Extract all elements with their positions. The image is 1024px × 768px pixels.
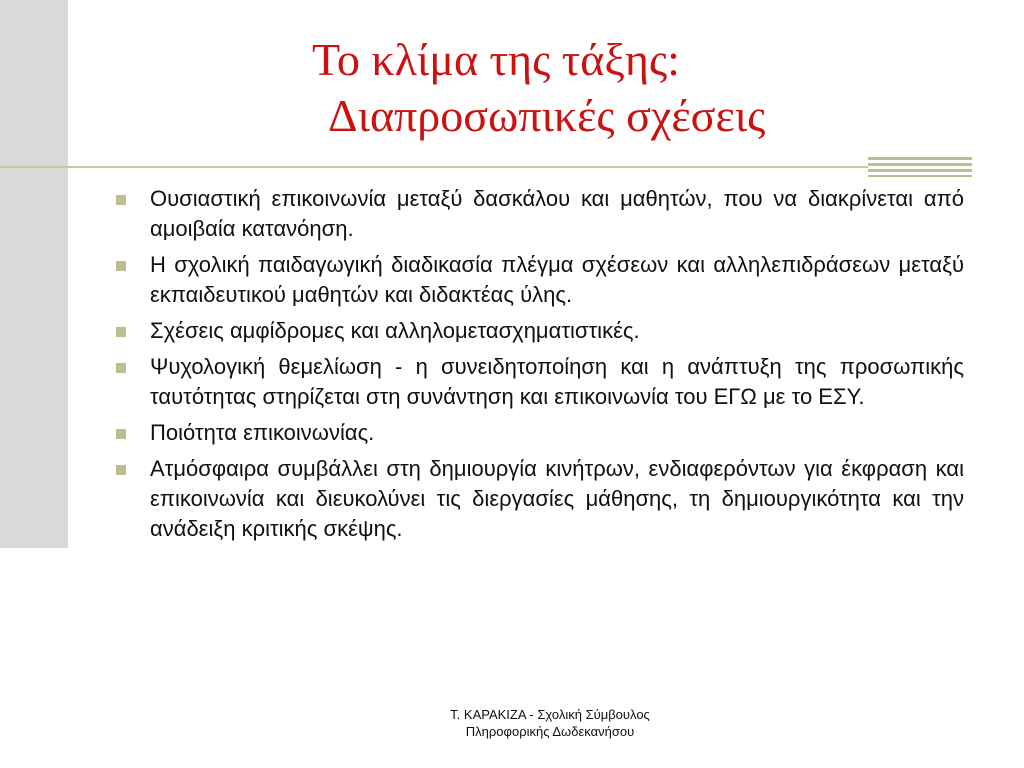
square-bullet-icon: [116, 465, 126, 475]
square-bullet-icon: [116, 195, 126, 205]
slide-footer: [400, 706, 700, 740]
slide-title-line-1: Το κλίμα της τάξης:: [312, 34, 680, 85]
title-divider-line: [0, 166, 870, 168]
footer-line-2: Πληροφορικής Δωδεκανήσου: [465, 724, 635, 739]
square-bullet-icon: [116, 363, 126, 373]
bullet-item: [108, 454, 964, 544]
bullet-item: [108, 352, 964, 412]
bullet-text: Η σχολική παιδαγωγική διαδικασία πλέγμα σχέσεων και αλληλεπιδράσεων μεταξύ εκπαιδευτικού μαθητών και διδακτέας ύλης.: [150, 252, 964, 307]
bullet-text: Ουσιαστική επικοινωνία μεταξύ δασκάλου και μαθητών, που να διακρίνεται από αμοιβαία κατανόηση.: [150, 186, 964, 241]
slide-title-line-2: Διαπροσωπικές σχέσεις: [328, 90, 766, 141]
bullet-item: [108, 184, 964, 244]
square-bullet-icon: [116, 327, 126, 337]
square-bullet-icon: [116, 429, 126, 439]
bullet-text: Ατμόσφαιρα συμβάλλει στη δημιουργία κινήτρων, ενδιαφερόντων για έκφραση και επικοινωνία και διευκολύνει τις διεργασίες μάθησης, τη δημιουργικότητα και την ανάδειξη κριτικής σκέψης.: [150, 456, 964, 541]
title-divider-accent: [868, 157, 972, 177]
square-bullet-icon: [116, 261, 126, 271]
bullet-list: [108, 184, 964, 550]
bullet-text: Σχέσεις αμφίδρομες και αλληλομετασχηματιστικές.: [150, 318, 640, 343]
bullet-text: Ποιότητα επικοινωνίας.: [150, 420, 375, 445]
side-panel-decoration: [0, 0, 68, 548]
bullet-item: [108, 250, 964, 310]
bullet-item: [108, 316, 964, 346]
bullet-item: [108, 418, 964, 448]
bullet-text: Ψυχολογική θεμελίωση - η συνειδητοποίηση και η ανάπτυξη της προσωπικής ταυτότητας στηρίζεται στη συνάντηση και επικοινωνία του ΕΓΩ με το ΕΣΥ.: [150, 354, 964, 409]
slide-title: [312, 32, 952, 144]
footer-line-1: Τ. ΚΑΡΑΚΙΖΑ - Σχολική Σύμβουλος: [450, 707, 650, 722]
